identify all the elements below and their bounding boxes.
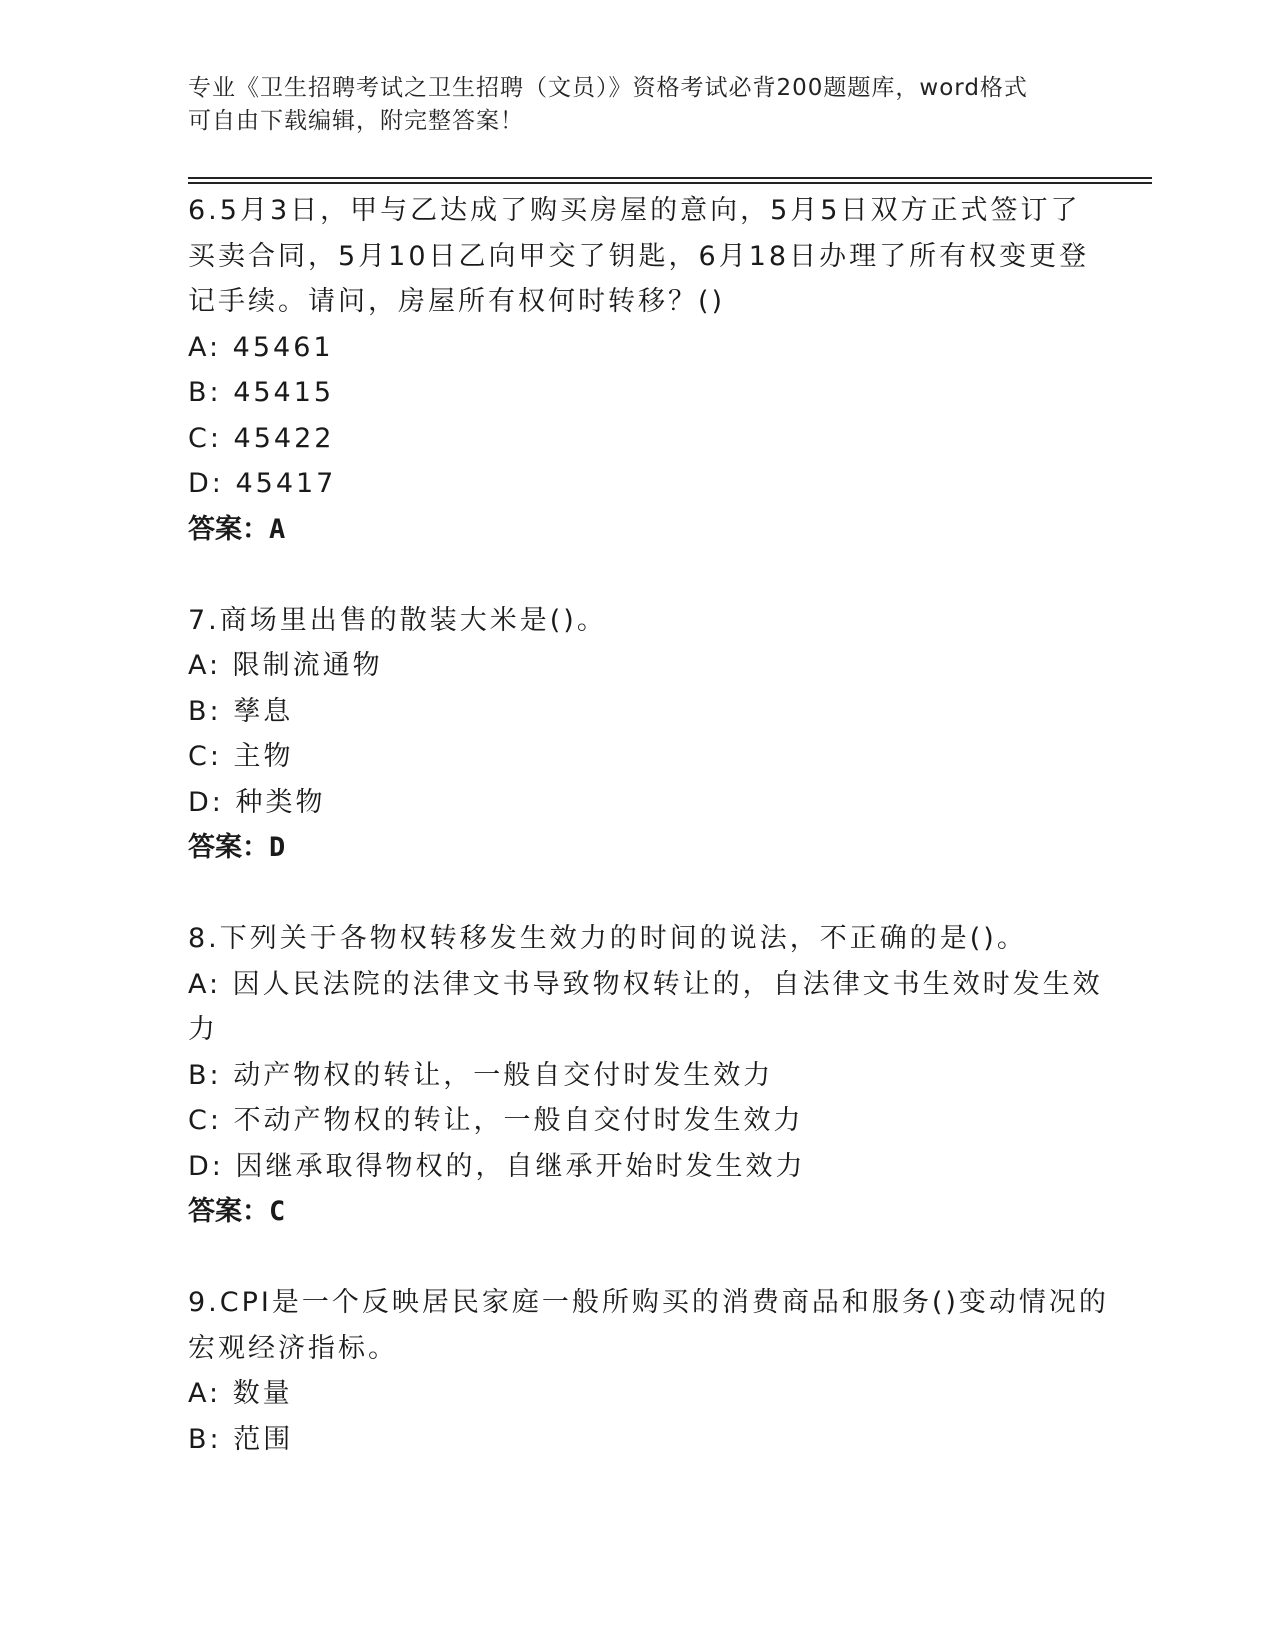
option-b: B: 范围	[188, 1423, 294, 1455]
spacer	[188, 1235, 1088, 1281]
option-a: A: 因人民法院的法律文书导致物权转让的，自法律文书生效时发生效	[188, 968, 1103, 1000]
header-line-2: 可自由下载编辑，附完整答案！	[188, 108, 524, 134]
option-a: A: 数量	[188, 1378, 293, 1409]
question-text: 9.CPI是一个反映居民家庭一般所购买的消费商品和服务()变动情况的	[188, 1287, 1109, 1318]
option-c: C: 主物	[188, 741, 294, 772]
question-text: 买卖合同，5月10日乙向甲交了钥匙，6月18日办理了所有权变更登	[188, 240, 1090, 272]
option-d: D: 45417	[188, 468, 337, 499]
option-b: B: 孳息	[188, 695, 294, 727]
question-list	[188, 188, 1109, 1462]
header-divider-bottom	[188, 182, 1152, 184]
spacer	[188, 552, 1088, 598]
answer-line: 答案：A	[188, 513, 286, 545]
option-a: A: 限制流通物	[188, 650, 383, 681]
question-text: 6.5月3日，甲与乙达成了购买房屋的意向，5月5日双方正式签订了	[188, 195, 1081, 226]
option-b: B: 动产物权的转让，一般自交付时发生效力	[188, 1059, 774, 1091]
question-6	[188, 188, 1088, 552]
option-a-continued: 力	[188, 1014, 218, 1045]
question-7	[188, 598, 1088, 871]
header-line-1: 专业《卫生招聘考试之卫生招聘（文员）》资格考试必背200题题库，word格式	[188, 75, 1028, 101]
question-9	[188, 1280, 1109, 1462]
header-divider-top	[188, 177, 1152, 179]
answer-line: 答案：D	[188, 832, 286, 863]
answer-line: 答案：C	[188, 1196, 286, 1227]
question-text: 7.商场里出售的散装大米是()。	[188, 604, 607, 636]
option-c: C: 不动产物权的转让，一般自交付时发生效力	[188, 1105, 804, 1136]
spacer	[188, 871, 1088, 917]
option-d: D: 因继承取得物权的，自继承开始时发生效力	[188, 1150, 806, 1182]
document-header	[188, 72, 1088, 138]
question-8	[188, 916, 1103, 1235]
option-b: B: 45415	[188, 377, 335, 408]
option-a: A: 45461	[188, 331, 334, 363]
option-d: D: 种类物	[188, 786, 326, 818]
question-text: 8.下列关于各物权转移发生效力的时间的说法，不正确的是()。	[188, 923, 1027, 954]
question-text: 宏观经济指标。	[188, 1332, 398, 1364]
option-c: C: 45422	[188, 422, 335, 454]
question-text: 记手续。请问，房屋所有权何时转移？()	[188, 286, 726, 317]
